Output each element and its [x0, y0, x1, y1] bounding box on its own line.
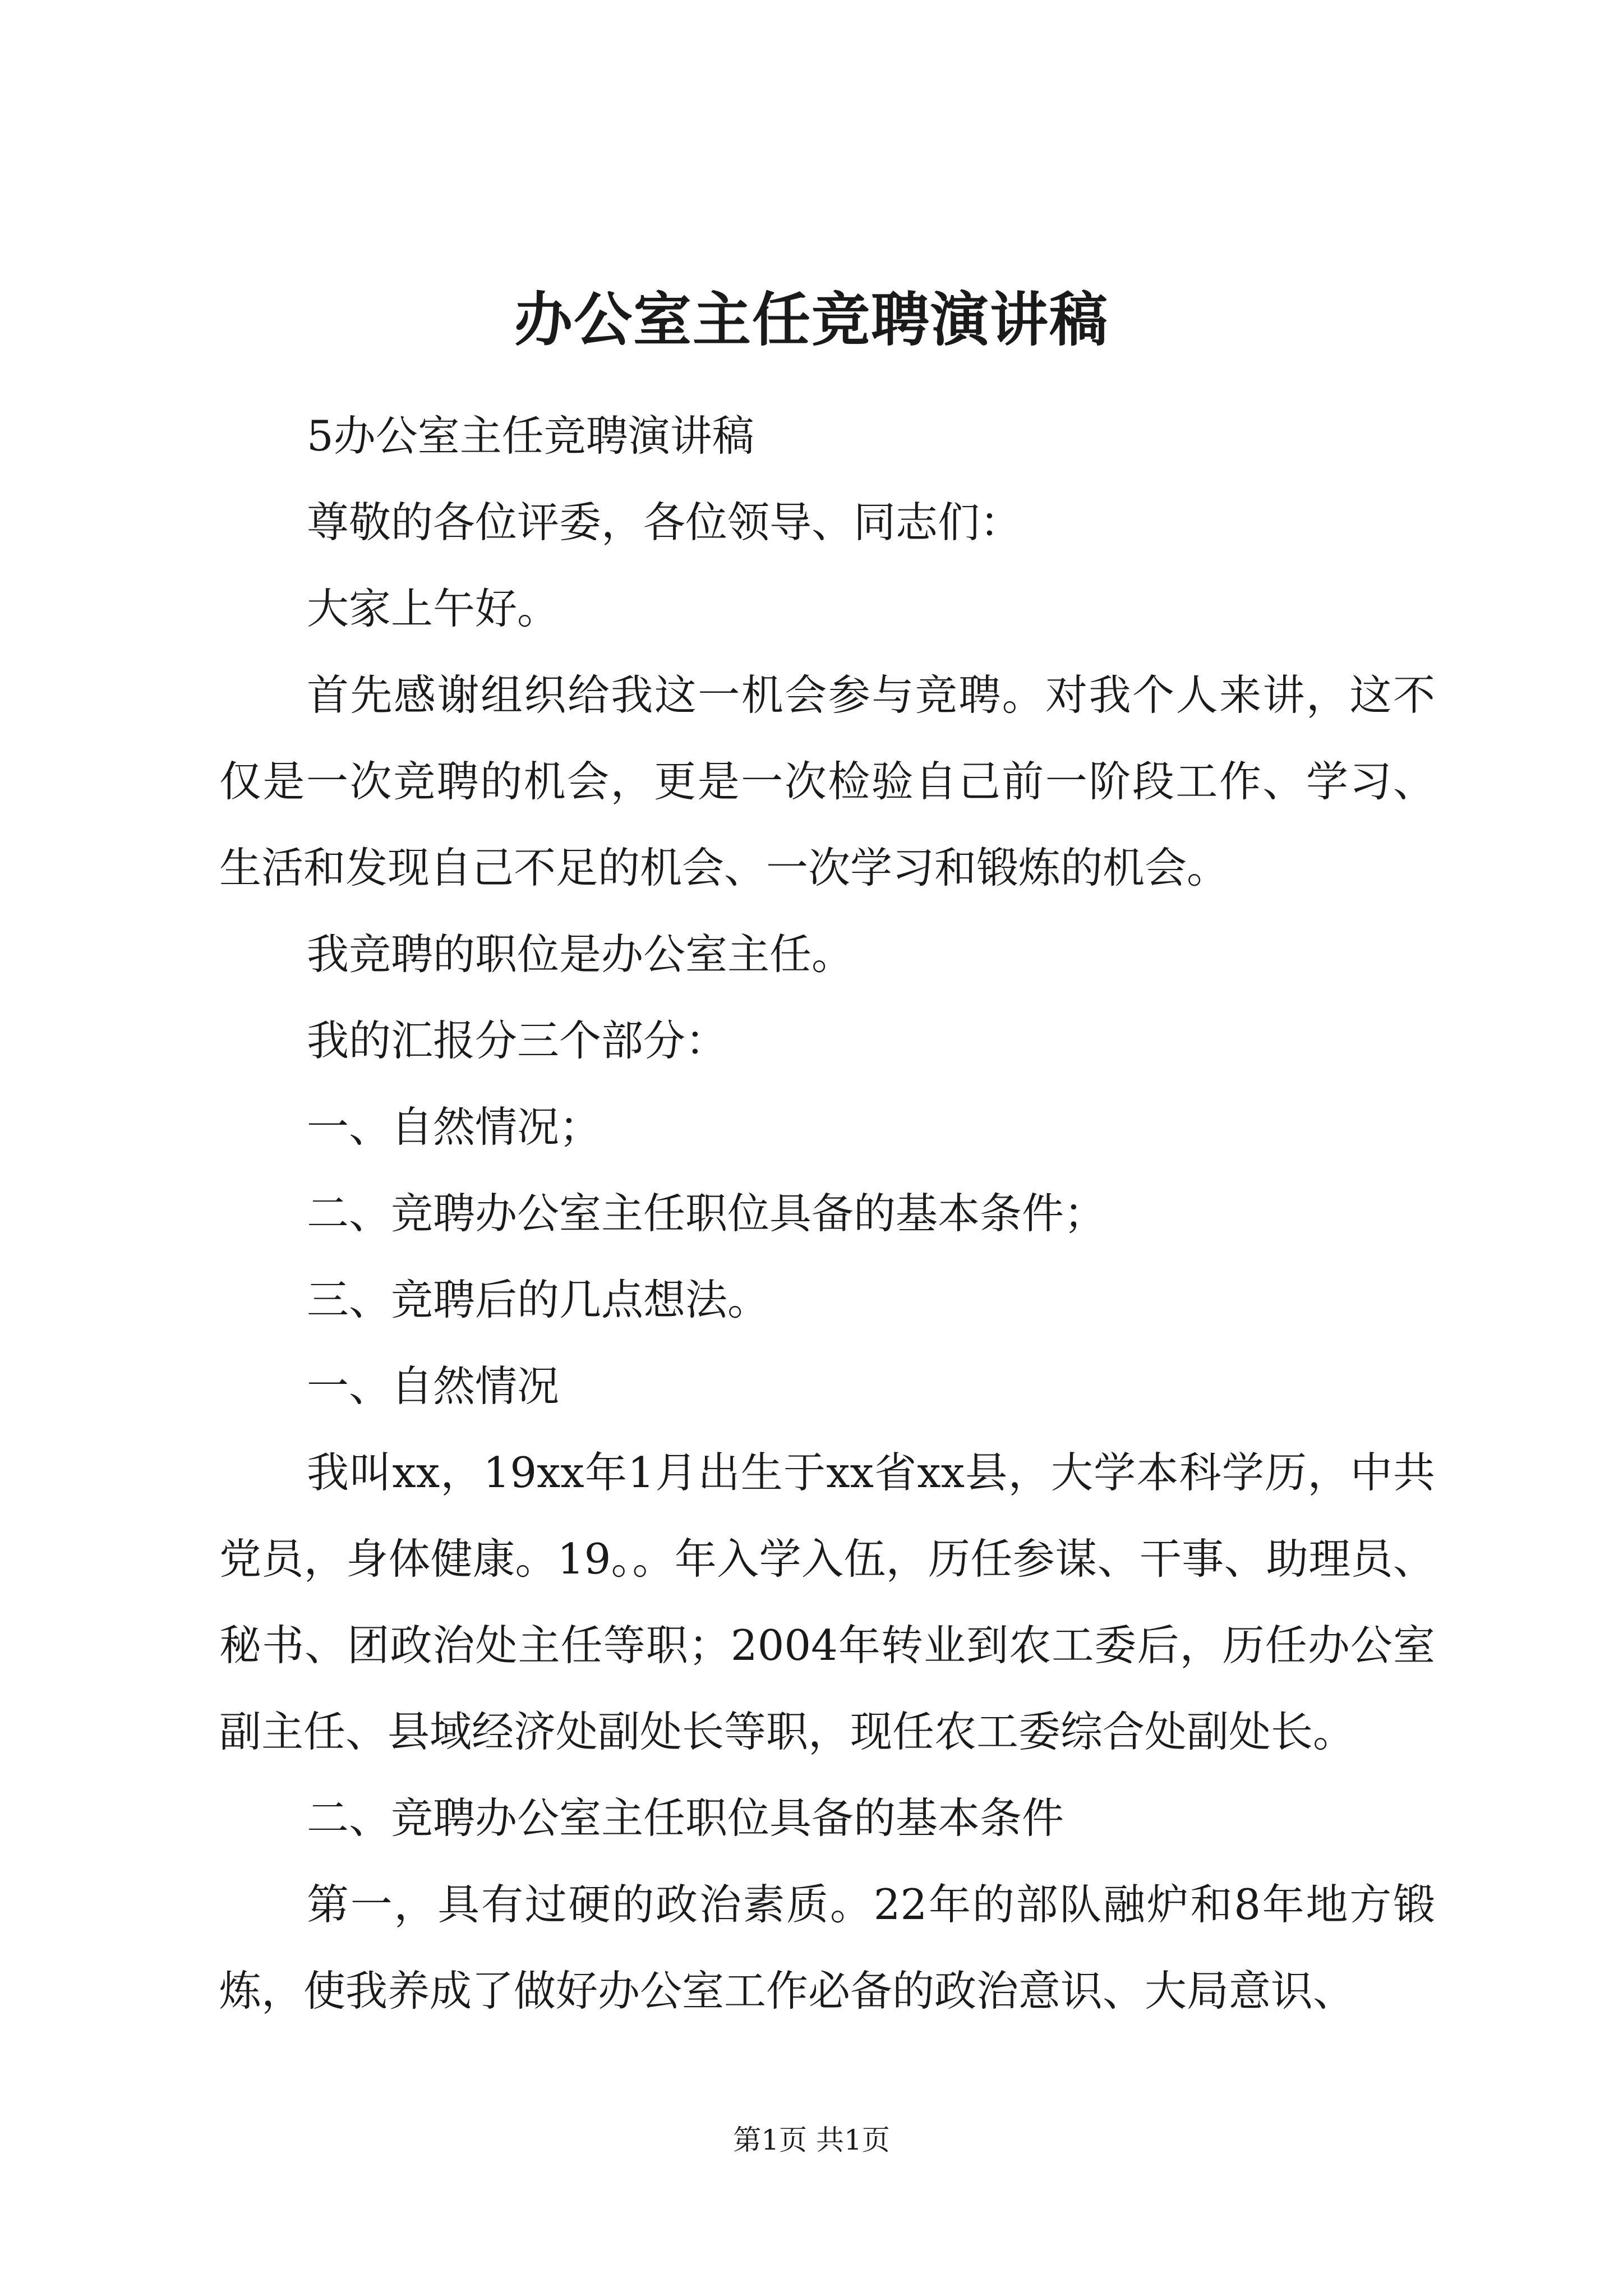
- paragraph: 我的汇报分三个部分：: [307, 1016, 728, 1065]
- paragraph: 首先感谢组织给我这一机会参与竞聘。对我个人来讲，这不仅是一次竞聘的机会，更是一次检验自己前一阶段工作、学习、生活和发现自己不足的机会、一次学习和锻炼的机会。: [219, 670, 1435, 892]
- paragraph: 一、自然情况；: [307, 1102, 602, 1152]
- paragraph: 三、竞聘后的几点想法。: [307, 1275, 770, 1324]
- paragraph: 尊敬的各位评委，各位领导、同志们：: [307, 498, 1022, 547]
- document-body: [219, 393, 1435, 2034]
- paragraph: 5办公室主任竞聘演讲稿: [307, 411, 754, 461]
- paragraph: 第一，具有过硬的政治素质。22年的部队融炉和8年地方锻炼，使我养成了做好办公室工作必备的政治意识、大局意识、: [219, 1880, 1435, 2016]
- paragraph: 二、竞聘办公室主任职位具备的基本条件；: [307, 1189, 1106, 1238]
- paragraph: 二、竞聘办公室主任职位具备的基本条件: [307, 1793, 1064, 1843]
- paragraph: 我叫xx，19xx年1月出生于xx省xx县，大学本科学历，中共党员，身体健康。19。。年入学入伍，历任参谋、干事、助理员、秘书、团政治处主任等职；2004年转业到农工委后，历任办公室副主任、县域经济处副处长等职，现任农工委综合处副处长。: [219, 1448, 1435, 1756]
- paragraph: 大家上午好。: [307, 584, 560, 633]
- page-footer: 第1页 共1页: [733, 2124, 890, 2156]
- paragraph: 我竞聘的职位是办公室主任。: [307, 930, 854, 979]
- paragraph: 一、自然情况: [307, 1361, 560, 1411]
- document-title: 办公室主任竞聘演讲稿: [514, 285, 1109, 354]
